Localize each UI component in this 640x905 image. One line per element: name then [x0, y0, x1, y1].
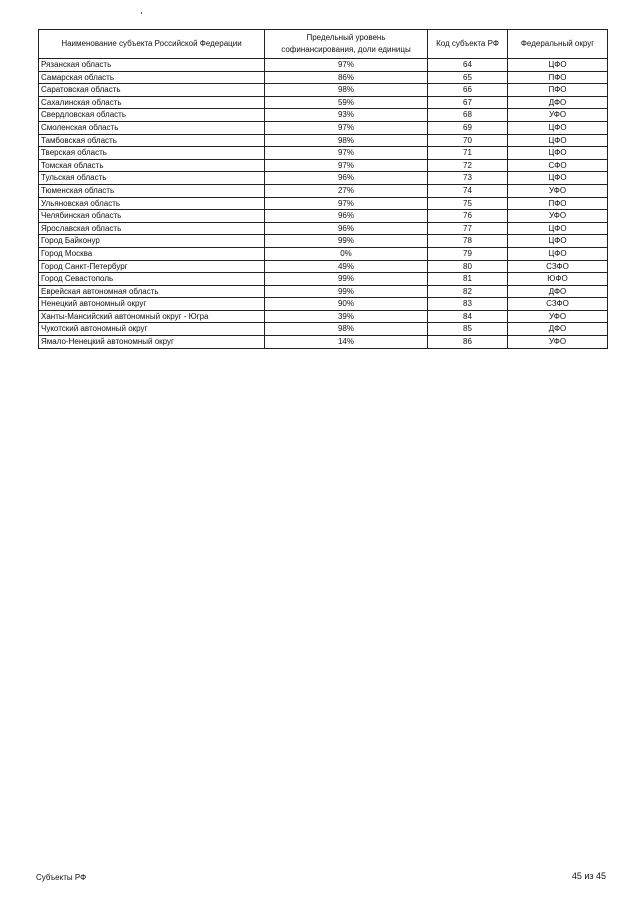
cell-name: Челябинская область [39, 210, 265, 223]
cell-district: ЦФО [508, 121, 608, 134]
cell-district: ЦФО [508, 59, 608, 72]
table-row [39, 121, 608, 134]
cell-level: 96% [265, 172, 428, 185]
cell-code: 82 [428, 285, 508, 298]
cell-level: 49% [265, 260, 428, 273]
table-row [39, 210, 608, 223]
cell-level: 97% [265, 159, 428, 172]
cell-level: 96% [265, 210, 428, 223]
cell-district: УФО [508, 109, 608, 122]
page-number: 45 из 45 [571, 871, 606, 881]
cell-level: 99% [265, 273, 428, 286]
cell-name: Ненецкий автономный округ [39, 298, 265, 311]
cell-level: 99% [265, 285, 428, 298]
cell-name: Ульяновская область [39, 197, 265, 210]
cell-code: 86 [428, 336, 508, 349]
cell-code: 70 [428, 134, 508, 147]
cell-district: ЦФО [508, 172, 608, 185]
cell-code: 73 [428, 172, 508, 185]
cell-name: Город Москва [39, 247, 265, 260]
cell-district: ЦФО [508, 235, 608, 248]
table-row [39, 197, 608, 210]
cell-code: 80 [428, 260, 508, 273]
cell-code: 67 [428, 96, 508, 109]
cell-district: УФО [508, 310, 608, 323]
cell-name: Тамбовская область [39, 134, 265, 147]
cell-district: СФО [508, 159, 608, 172]
cell-name: Еврейская автономная область [39, 285, 265, 298]
cell-level: 97% [265, 59, 428, 72]
table-row [39, 71, 608, 84]
cell-district: СЗФО [508, 298, 608, 311]
cell-district: ЦФО [508, 134, 608, 147]
cell-name: Саратовская область [39, 84, 265, 97]
table-row [39, 134, 608, 147]
cell-district: ДФО [508, 285, 608, 298]
scan-mark [141, 12, 142, 14]
table-row [39, 310, 608, 323]
cell-level: 59% [265, 96, 428, 109]
cell-code: 65 [428, 71, 508, 84]
cell-name: Ханты-Мансийский автономный округ - Югра [39, 310, 265, 323]
cell-district: УФО [508, 210, 608, 223]
cell-level: 86% [265, 71, 428, 84]
cell-name: Свердловская область [39, 109, 265, 122]
cell-name: Смоленская область [39, 121, 265, 134]
table-row [39, 247, 608, 260]
table-header-row [39, 30, 608, 59]
cell-level: 98% [265, 134, 428, 147]
cell-code: 71 [428, 147, 508, 160]
cell-code: 77 [428, 222, 508, 235]
cell-level: 99% [265, 235, 428, 248]
table-row [39, 184, 608, 197]
cell-level: 98% [265, 84, 428, 97]
cell-level: 97% [265, 197, 428, 210]
cell-level: 14% [265, 336, 428, 349]
cell-name: Ярославская область [39, 222, 265, 235]
cell-level: 39% [265, 310, 428, 323]
cell-district: ПФО [508, 71, 608, 84]
table-row [39, 84, 608, 97]
cell-code: 75 [428, 197, 508, 210]
cell-code: 79 [428, 247, 508, 260]
table-body [39, 59, 608, 349]
cell-code: 69 [428, 121, 508, 134]
cell-district: УФО [508, 184, 608, 197]
cell-district: ЦФО [508, 222, 608, 235]
cell-code: 72 [428, 159, 508, 172]
cell-name: Рязанская область [39, 59, 265, 72]
cell-level: 97% [265, 121, 428, 134]
cell-code: 83 [428, 298, 508, 311]
cell-district: СЗФО [508, 260, 608, 273]
table-row [39, 260, 608, 273]
table-row [39, 273, 608, 286]
table-row [39, 109, 608, 122]
cell-code: 64 [428, 59, 508, 72]
header-name: Наименование субъекта Российской Федерации [39, 30, 265, 59]
cell-level: 93% [265, 109, 428, 122]
cell-name: Чукотский автономный округ [39, 323, 265, 336]
cell-level: 98% [265, 323, 428, 336]
table-row [39, 336, 608, 349]
cell-level: 0% [265, 247, 428, 260]
table-row [39, 159, 608, 172]
cell-district: ПФО [508, 84, 608, 97]
cell-name: Тульская область [39, 172, 265, 185]
cell-name: Город Севастополь [39, 273, 265, 286]
table-row [39, 59, 608, 72]
cell-district: ЦФО [508, 147, 608, 160]
subjects-table [38, 29, 608, 349]
cell-name: Город Байконур [39, 235, 265, 248]
cell-name: Самарская область [39, 71, 265, 84]
header-code: Код субъекта РФ [428, 30, 508, 59]
cell-code: 78 [428, 235, 508, 248]
table-row [39, 285, 608, 298]
cell-district: ЮФО [508, 273, 608, 286]
cell-code: 76 [428, 210, 508, 223]
footer-title: Субъекты РФ [36, 873, 87, 882]
cell-district: ДФО [508, 96, 608, 109]
cell-code: 85 [428, 323, 508, 336]
cell-code: 74 [428, 184, 508, 197]
table-row [39, 172, 608, 185]
cell-level: 97% [265, 147, 428, 160]
cell-level: 96% [265, 222, 428, 235]
cell-name: Сахалинская область [39, 96, 265, 109]
header-level: Предельный уровень софинансирования, доли единицы [265, 30, 428, 59]
cell-district: ЦФО [508, 247, 608, 260]
cell-district: УФО [508, 336, 608, 349]
table-row [39, 235, 608, 248]
cell-code: 66 [428, 84, 508, 97]
cell-name: Тверская область [39, 147, 265, 160]
cell-name: Город Санкт-Петербург [39, 260, 265, 273]
cell-name: Томская область [39, 159, 265, 172]
cell-code: 81 [428, 273, 508, 286]
table-row [39, 298, 608, 311]
table-row [39, 96, 608, 109]
cell-code: 84 [428, 310, 508, 323]
cell-district: ДФО [508, 323, 608, 336]
table-row [39, 222, 608, 235]
cell-name: Ямало-Ненецкий автономный округ [39, 336, 265, 349]
cell-district: ПФО [508, 197, 608, 210]
cell-level: 90% [265, 298, 428, 311]
table-row [39, 147, 608, 160]
cell-code: 68 [428, 109, 508, 122]
header-district: Федеральный округ [508, 30, 608, 59]
cell-name: Тюменская область [39, 184, 265, 197]
table-row [39, 323, 608, 336]
cell-level: 27% [265, 184, 428, 197]
